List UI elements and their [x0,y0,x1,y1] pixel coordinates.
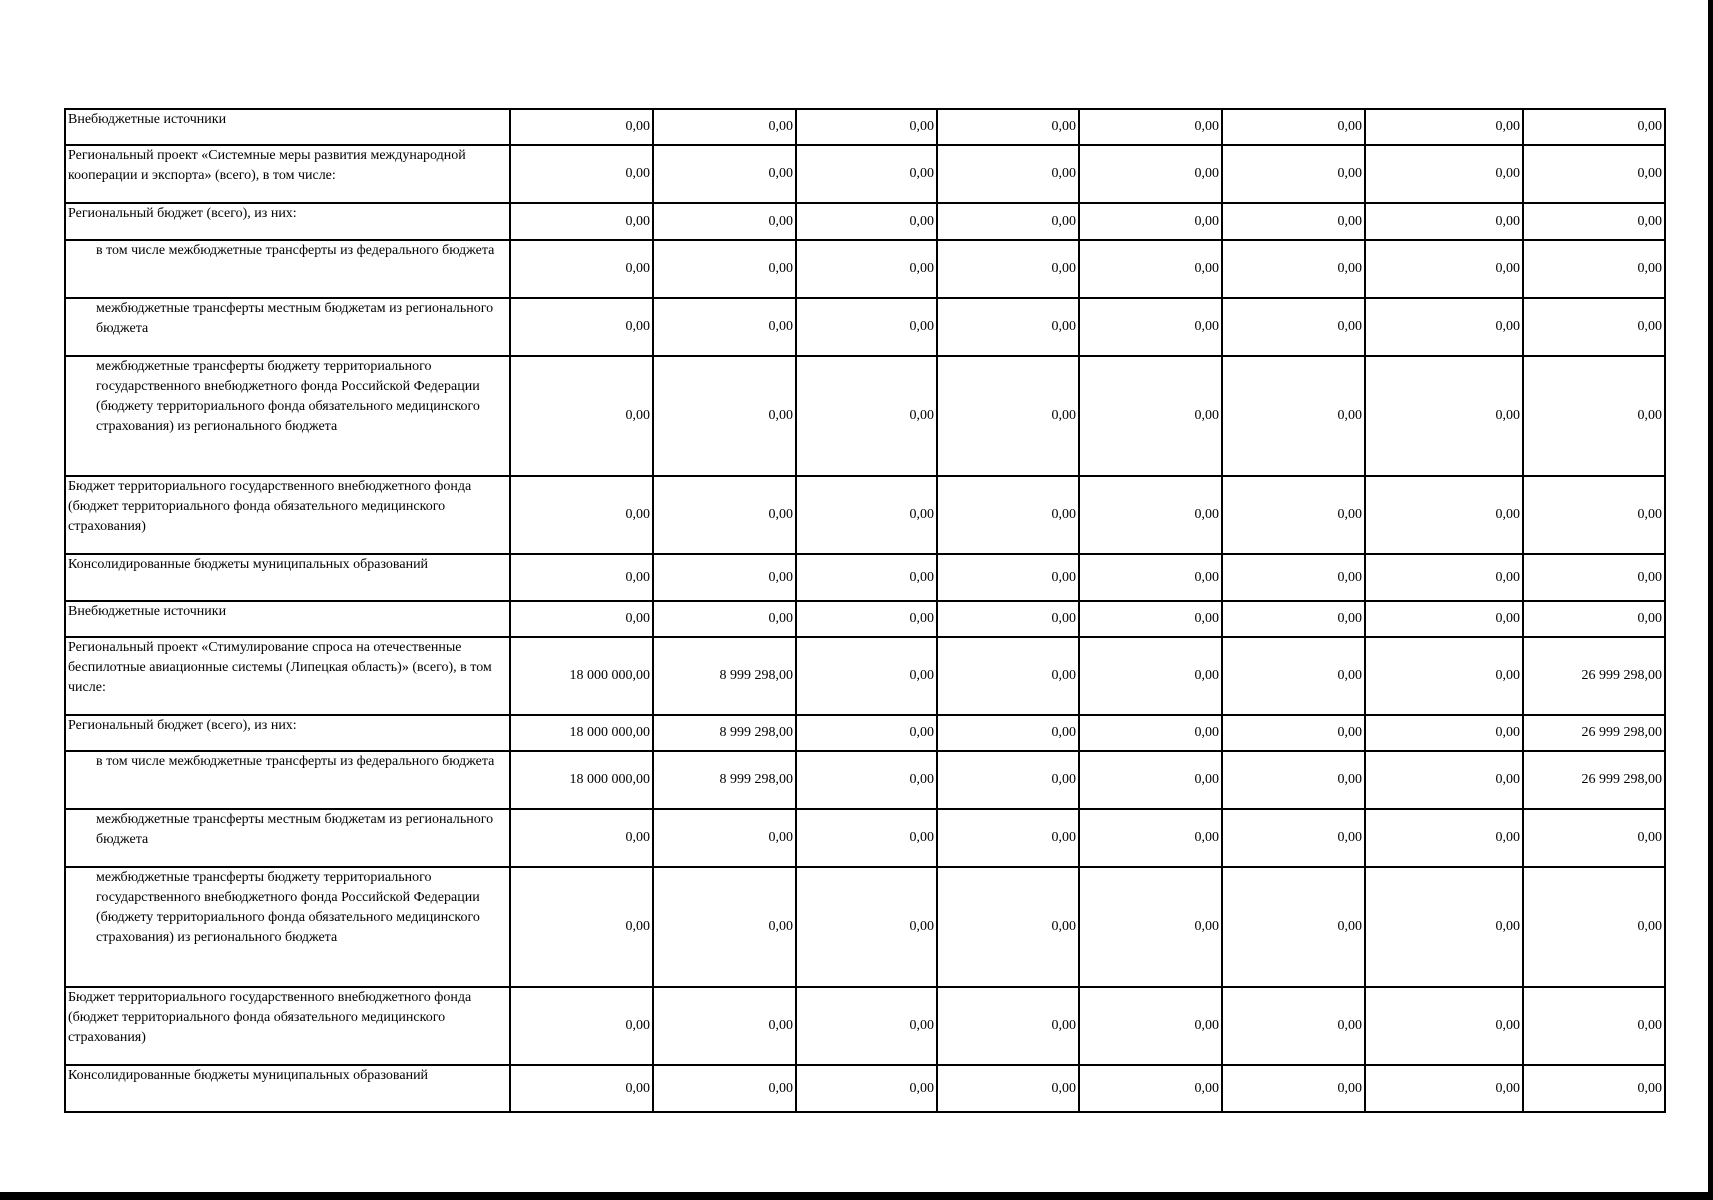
table-cell: 0,00 [1079,751,1222,809]
table-cell: 0,00 [653,203,796,240]
table-cell: 0,00 [1365,476,1523,554]
table-cell: 8 999 298,00 [653,715,796,751]
row-label: Региональный проект «Стимулирование спроса на отечественные беспилотные авиационные системы (Липецкая область)» (всего), в том числе: [65,637,510,715]
table-cell: 0,00 [1079,476,1222,554]
table-cell: 0,00 [796,356,937,476]
row-label: Консолидированные бюджеты муниципальных образований [65,1065,510,1112]
row-label: межбюджетные трансферты бюджету территориального государственного внебюджетного фонда Российской Федерации (бюджету территориального фонда обязательного медицинского страхования) из регионального бюджета [65,867,510,987]
table-cell: 0,00 [1079,809,1222,867]
table-cell: 0,00 [1079,109,1222,145]
table-cell: 0,00 [510,867,653,987]
row-label: Региональный проект «Системные меры развития международной кооперации и экспорта» (всего), в том числе: [65,145,510,203]
table-cell: 0,00 [1523,987,1665,1065]
row-label: Бюджет территориального государственного внебюджетного фонда (бюджет территориального фонда обязательного медицинского страхования) [65,987,510,1065]
table-cell: 0,00 [937,637,1079,715]
table-cell: 0,00 [653,145,796,203]
budget-table [64,108,1666,1113]
table-cell: 0,00 [937,867,1079,987]
table-cell: 0,00 [1365,809,1523,867]
row-label: Региональный бюджет (всего), из них: [65,715,510,751]
table-cell: 0,00 [653,867,796,987]
table-cell: 0,00 [653,298,796,356]
table-cell: 0,00 [1523,867,1665,987]
table-cell: 0,00 [937,298,1079,356]
table-cell: 0,00 [937,476,1079,554]
table-cell: 0,00 [510,987,653,1065]
table-cell: 0,00 [1523,145,1665,203]
table-cell: 0,00 [937,1065,1079,1112]
row-label: Внебюджетные источники [65,601,510,637]
row-label: Бюджет территориального государственного внебюджетного фонда (бюджет территориального фонда обязательного медицинского страхования) [65,476,510,554]
table-cell: 0,00 [796,476,937,554]
table-cell: 0,00 [937,809,1079,867]
table-row [65,637,1665,715]
table-cell: 0,00 [653,240,796,298]
table-cell: 26 999 298,00 [1523,637,1665,715]
row-label: Региональный бюджет (всего), из них: [65,203,510,240]
table-cell: 0,00 [1079,987,1222,1065]
table-cell: 8 999 298,00 [653,751,796,809]
table-cell: 0,00 [796,240,937,298]
table-cell: 0,00 [1079,637,1222,715]
table-cell: 0,00 [937,987,1079,1065]
table-row [65,809,1665,867]
table-cell: 0,00 [937,356,1079,476]
table-row [65,601,1665,637]
table-cell: 0,00 [1222,809,1365,867]
row-label: межбюджетные трансферты местным бюджетам из регионального бюджета [65,298,510,356]
table-row [65,987,1665,1065]
table-cell: 0,00 [1365,715,1523,751]
table-cell: 0,00 [1365,298,1523,356]
row-label: межбюджетные трансферты местным бюджетам из регионального бюджета [65,809,510,867]
table-cell: 0,00 [1365,240,1523,298]
table-cell: 0,00 [1523,601,1665,637]
table-cell: 0,00 [653,356,796,476]
budget-table-body [65,109,1665,1112]
table-cell: 0,00 [1523,356,1665,476]
table-cell: 0,00 [1222,298,1365,356]
table-cell: 0,00 [1222,867,1365,987]
table-cell: 0,00 [510,356,653,476]
table-cell: 0,00 [510,809,653,867]
table-cell: 0,00 [653,601,796,637]
table-cell: 0,00 [937,715,1079,751]
table-cell: 0,00 [1365,987,1523,1065]
table-cell: 0,00 [510,601,653,637]
table-cell: 0,00 [1222,476,1365,554]
table-row [65,109,1665,145]
table-cell: 0,00 [653,476,796,554]
table-cell: 0,00 [1222,637,1365,715]
table-cell: 0,00 [1365,109,1523,145]
table-cell: 0,00 [1523,203,1665,240]
row-label: в том числе межбюджетные трансферты из федерального бюджета [65,751,510,809]
table-cell: 0,00 [1079,1065,1222,1112]
table-cell: 0,00 [937,751,1079,809]
table-cell: 0,00 [796,867,937,987]
table-cell: 26 999 298,00 [1523,715,1665,751]
table-cell: 0,00 [1523,298,1665,356]
table-cell: 0,00 [796,987,937,1065]
table-cell: 0,00 [1365,356,1523,476]
table-cell: 0,00 [1365,751,1523,809]
table-row [65,1065,1665,1112]
table-cell: 0,00 [1222,751,1365,809]
table-cell: 0,00 [796,145,937,203]
table-cell: 0,00 [796,298,937,356]
table-cell: 0,00 [1365,1065,1523,1112]
table-cell: 0,00 [1523,476,1665,554]
table-cell: 0,00 [1365,145,1523,203]
table-cell: 0,00 [653,554,796,601]
row-label: Внебюджетные источники [65,109,510,145]
table-cell: 18 000 000,00 [510,751,653,809]
table-cell: 0,00 [1079,145,1222,203]
table-cell: 0,00 [1523,109,1665,145]
table-cell: 0,00 [1523,809,1665,867]
table-cell: 0,00 [796,637,937,715]
table-cell: 0,00 [796,751,937,809]
row-label: Консолидированные бюджеты муниципальных образований [65,554,510,601]
table-cell: 0,00 [1079,715,1222,751]
table-cell: 0,00 [937,554,1079,601]
table-cell: 0,00 [1523,240,1665,298]
table-cell: 0,00 [1222,109,1365,145]
table-row [65,145,1665,203]
table-cell: 18 000 000,00 [510,715,653,751]
table-cell: 26 999 298,00 [1523,751,1665,809]
table-row [65,240,1665,298]
table-cell: 0,00 [1222,715,1365,751]
table-cell: 8 999 298,00 [653,637,796,715]
table-cell: 0,00 [796,203,937,240]
table-cell: 18 000 000,00 [510,637,653,715]
table-cell: 0,00 [1079,601,1222,637]
table-cell: 0,00 [796,109,937,145]
table-cell: 0,00 [796,554,937,601]
table-row [65,715,1665,751]
table-row [65,476,1665,554]
table-cell: 0,00 [510,240,653,298]
table-cell: 0,00 [510,554,653,601]
table-cell: 0,00 [510,476,653,554]
table-cell: 0,00 [1222,203,1365,240]
scan-edge-bottom [0,1192,1713,1200]
table-cell: 0,00 [1222,554,1365,601]
table-cell: 0,00 [1222,987,1365,1065]
table-row [65,203,1665,240]
table-cell: 0,00 [1222,601,1365,637]
row-label: межбюджетные трансферты бюджету территориального государственного внебюджетного фонда Российской Федерации (бюджету территориального фонда обязательного медицинского страхования) из регионального бюджета [65,356,510,476]
table-row [65,298,1665,356]
table-cell: 0,00 [1523,554,1665,601]
table-cell: 0,00 [796,809,937,867]
table-cell: 0,00 [937,601,1079,637]
table-cell: 0,00 [1079,554,1222,601]
table-cell: 0,00 [510,298,653,356]
table-cell: 0,00 [653,987,796,1065]
row-label: в том числе межбюджетные трансферты из федерального бюджета [65,240,510,298]
table-cell: 0,00 [1523,1065,1665,1112]
table-cell: 0,00 [937,203,1079,240]
table-cell: 0,00 [1222,356,1365,476]
table-cell: 0,00 [510,203,653,240]
table-cell: 0,00 [510,109,653,145]
table-cell: 0,00 [1079,867,1222,987]
table-cell: 0,00 [937,109,1079,145]
table-row [65,554,1665,601]
table-row [65,867,1665,987]
table-row [65,751,1665,809]
table-row [65,356,1665,476]
table-cell: 0,00 [653,109,796,145]
table-cell: 0,00 [1365,554,1523,601]
table-cell: 0,00 [1365,867,1523,987]
table-cell: 0,00 [653,1065,796,1112]
table-cell: 0,00 [1079,240,1222,298]
table-cell: 0,00 [510,145,653,203]
table-cell: 0,00 [796,1065,937,1112]
table-cell: 0,00 [1079,298,1222,356]
table-cell: 0,00 [1222,145,1365,203]
table-cell: 0,00 [1222,240,1365,298]
table-cell: 0,00 [1365,601,1523,637]
table-cell: 0,00 [1365,203,1523,240]
table-cell: 0,00 [510,1065,653,1112]
table-cell: 0,00 [937,240,1079,298]
table-cell: 0,00 [796,715,937,751]
table-cell: 0,00 [1079,203,1222,240]
scan-edge-right [1708,0,1713,1200]
table-cell: 0,00 [1079,356,1222,476]
table-cell: 0,00 [653,809,796,867]
table-cell: 0,00 [1222,1065,1365,1112]
table-cell: 0,00 [937,145,1079,203]
table-cell: 0,00 [1365,637,1523,715]
table-cell: 0,00 [796,601,937,637]
